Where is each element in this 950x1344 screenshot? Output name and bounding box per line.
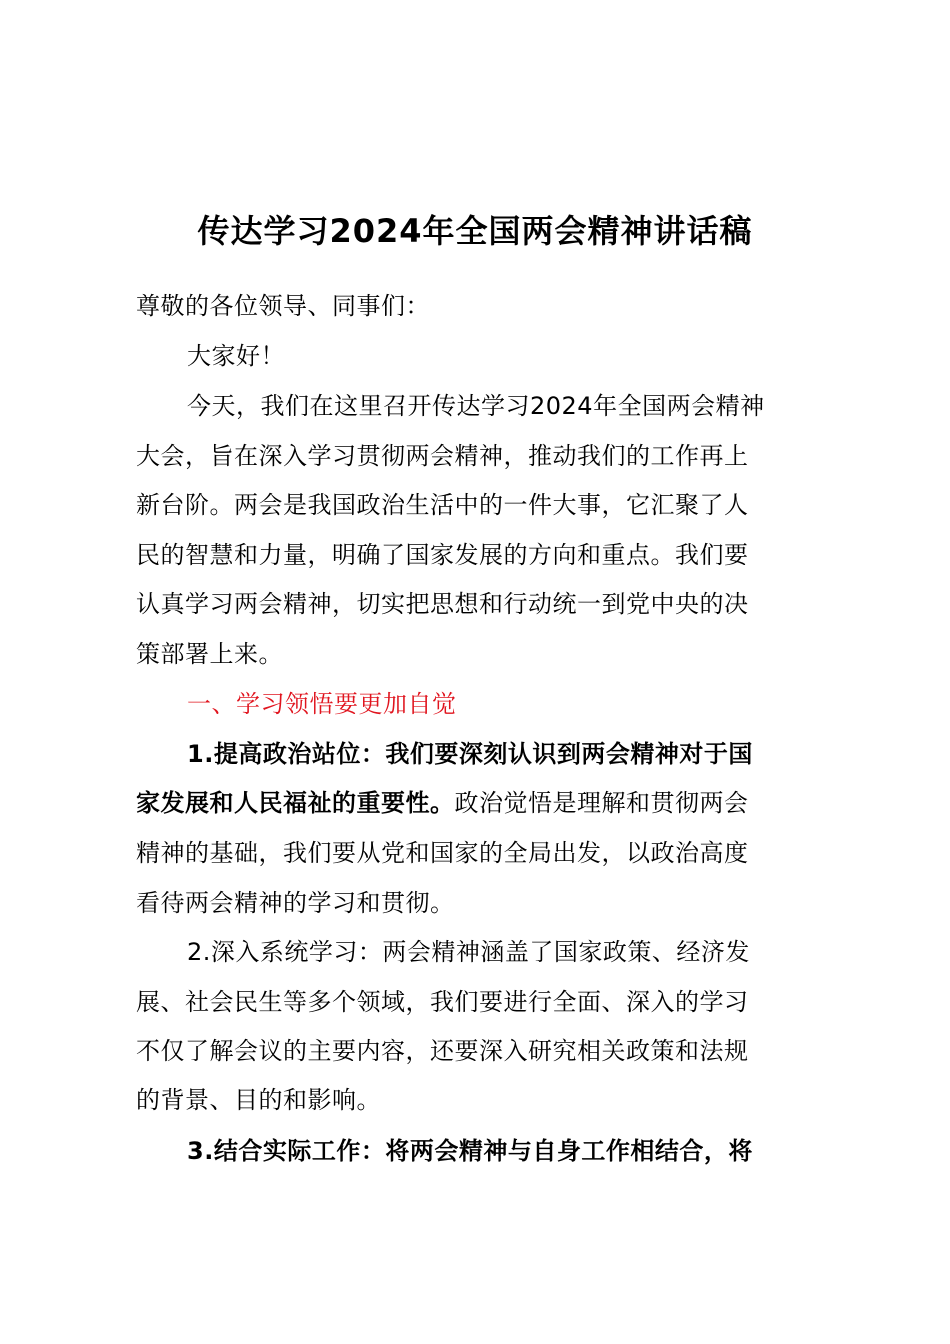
intro-line-6: 策部署上来。 xyxy=(136,640,283,668)
point1-line-2-bold: 家发展和人民福祉的重要性。 xyxy=(136,789,455,817)
intro-line-1: 今天，我们在这里召开传达学习2024年全国两会精神 xyxy=(187,392,765,420)
point2-line-1: 2.深入系统学习：两会精神涵盖了国家政策、经济发 xyxy=(187,938,750,966)
intro-line-3: 新台阶。两会是我国政治生活中的一件大事，它汇聚了人 xyxy=(136,491,749,519)
point1-line-2-rest: 政治觉悟是理解和贯彻两会 xyxy=(454,789,749,817)
point1-line-1: 1.提高政治站位：我们要深刻认识到两会精神对于国 xyxy=(187,740,753,768)
point1-line-2 xyxy=(136,783,749,823)
point1-line-3: 精神的基础，我们要从党和国家的全局出发，以政治高度 xyxy=(136,839,749,867)
point2-line-3: 不仅了解会议的主要内容，还要深入研究相关政策和法规 xyxy=(136,1037,749,1065)
point3-line-1: 3.结合实际工作：将两会精神与自身工作相结合，将 xyxy=(187,1137,753,1165)
intro-line-5: 认真学习两会精神，切实把思想和行动统一到党中央的决 xyxy=(136,590,749,618)
greeting: 大家好！ xyxy=(187,342,285,370)
section-heading-1: 一、学习领悟要更加自觉 xyxy=(187,690,457,718)
document-title: 传达学习2024年全国两会精神讲话稿 xyxy=(197,212,753,250)
point2-line-4: 的背景、目的和影响。 xyxy=(136,1086,381,1114)
point2-line-2: 展、社会民生等多个领域，我们要进行全面、深入的学习 xyxy=(136,988,749,1016)
point1-line-4: 看待两会精神的学习和贯彻。 xyxy=(136,889,455,917)
salutation: 尊敬的各位领导、同事们： xyxy=(136,292,430,320)
intro-line-4: 民的智慧和力量，明确了国家发展的方向和重点。我们要 xyxy=(136,541,749,569)
intro-line-2: 大会，旨在深入学习贯彻两会精神，推动我们的工作再上 xyxy=(136,442,749,470)
